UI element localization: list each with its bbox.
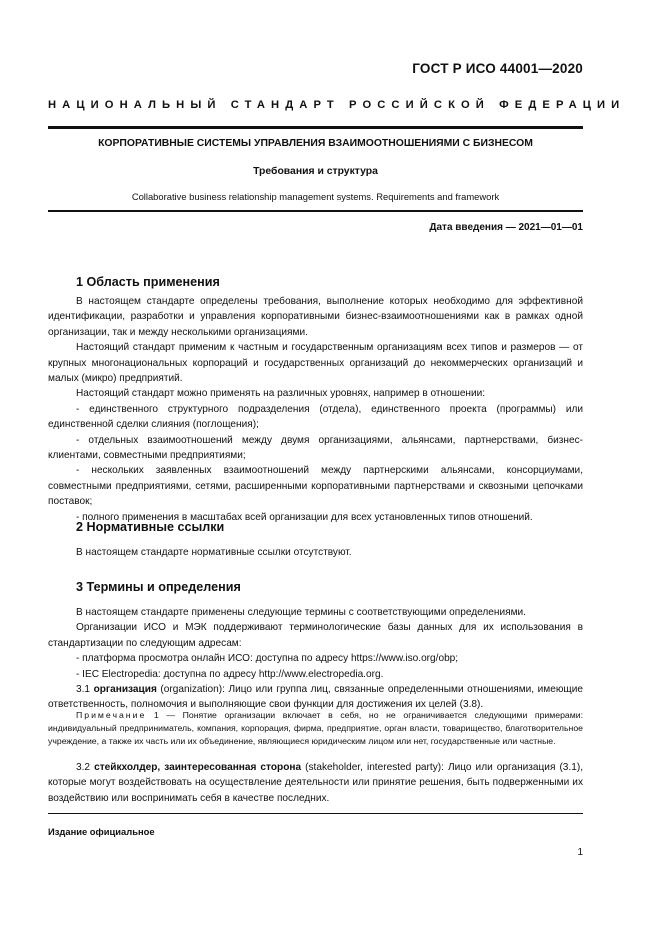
footer-rule	[48, 813, 583, 814]
list-item: - нескольких заявленных взаимоотношений между партнерскими альянсами, консорциумами, совместными предприятиями, сетями, расширенными корпоративными партнерствами и сквозными цепочками поставок;	[48, 465, 583, 508]
list-item: - единственного структурного подразделения (отдела), единственного проекта (программы) или единственной сделки слияния (поглощения);	[48, 403, 583, 431]
note-1	[48, 709, 583, 748]
section-3-body	[48, 605, 583, 713]
section-1-heading: 1 Область применения	[76, 275, 220, 289]
term-3-2-block	[48, 760, 583, 806]
page-number: 1	[577, 847, 583, 858]
paragraph: В настоящем стандарте нормативные ссылки отсутствуют.	[76, 547, 352, 558]
title-bottom-rule	[48, 210, 583, 212]
section-1-body	[48, 294, 583, 525]
document-title: КОРПОРАТИВНЫЕ СИСТЕМЫ УПРАВЛЕНИЯ ВЗАИМООТНОШЕНИЯМИ С БИЗНЕСОМ	[98, 138, 533, 149]
term-definition: (organization): Лицо или группа лиц, связанные определенными отношениями, имеющие ответственность, полномочия и выполняющие свои функции для достижения их целей (3.8).	[48, 684, 583, 711]
term-name: организация	[93, 684, 157, 696]
national-standard-banner: НАЦИОНАЛЬНЫЙ СТАНДАРТ РОССИЙСКОЙ ФЕДЕРАЦИИ	[48, 99, 626, 111]
note-label: Примечание	[76, 710, 147, 720]
section-2-heading: 2 Нормативные ссылки	[76, 520, 225, 534]
official-edition-label: Издание официальное	[48, 826, 155, 837]
document-subtitle: Требования и структура	[253, 166, 378, 177]
section-2-body	[48, 545, 583, 560]
term-3-2	[48, 760, 583, 806]
term-number: 3.1	[76, 684, 94, 696]
list-item: - платформа просмотра онлайн ИСО: доступна по адресу https://www.iso.org/obp;	[76, 653, 459, 665]
term-number: 3.2	[76, 762, 95, 773]
note-text: 1 — Понятие организации включает в себя, но не ограничивается следующими примерами: индивидуальный предприниматель, компания, корпорация, фирма, предприятие, орган власти, товарищество, благотворительное учреждение, а также их часть или их объединение, являющиеся юридическим лицом или нет, государственные или частные.	[48, 710, 583, 746]
paragraph: В настоящем стандарте применены следующие термины с соответствующими определениями.	[76, 607, 526, 618]
section-3-heading: 3 Термины и определения	[76, 580, 241, 594]
paragraph: Организации ИСО и МЭК поддерживают терминологические базы данных для их использования в стандартизации по следующим адресам:	[48, 622, 583, 649]
top-thick-rule	[48, 126, 583, 129]
term-name: стейкхолдер, заинтересованная сторона	[94, 762, 302, 773]
list-item: - полного применения в масштабах всей организации для всех установленных типов отношений.	[76, 511, 533, 523]
paragraph: Настоящий стандарт можно применять на различных уровнях, например в отношении:	[76, 388, 486, 400]
list-item: - IEC Electropedia: доступна по адресу http://www.electropedia.org.	[76, 668, 384, 680]
standard-code: ГОСТ Р ИСО 44001—2020	[412, 61, 583, 76]
paragraph: В настоящем стандарте определены требования, выполнение которых необходимо для эффективной идентификации, разработки и управления корпоративными бизнес-взаимоотношениями как в рамках одной организации, так и между несколькими организациями.	[48, 296, 583, 338]
english-title: Collaborative business relationship management systems. Requirements and framework	[131, 191, 500, 202]
introduction-date: Дата введения — 2021—01—01	[429, 222, 583, 233]
term-definition: (stakeholder, interested party): Лицо или организация (3.1), которые могут воздействовать на осуществление деятельности или принятие решения, быть подверженными их воздействию или воспринимать себя в качестве последних.	[48, 762, 584, 804]
list-item: - отдельных взаимоотношений между двумя организациями, альянсами, партнерствами, бизнес-клиентами, совместными предприятиями;	[48, 434, 583, 462]
paragraph: Настоящий стандарт применим к частным и государственным организациям всех типов и размеров — от крупных многонациональных корпораций и государственных организаций до некоммерческих организаций и малых (микро) предприятий.	[48, 342, 583, 385]
